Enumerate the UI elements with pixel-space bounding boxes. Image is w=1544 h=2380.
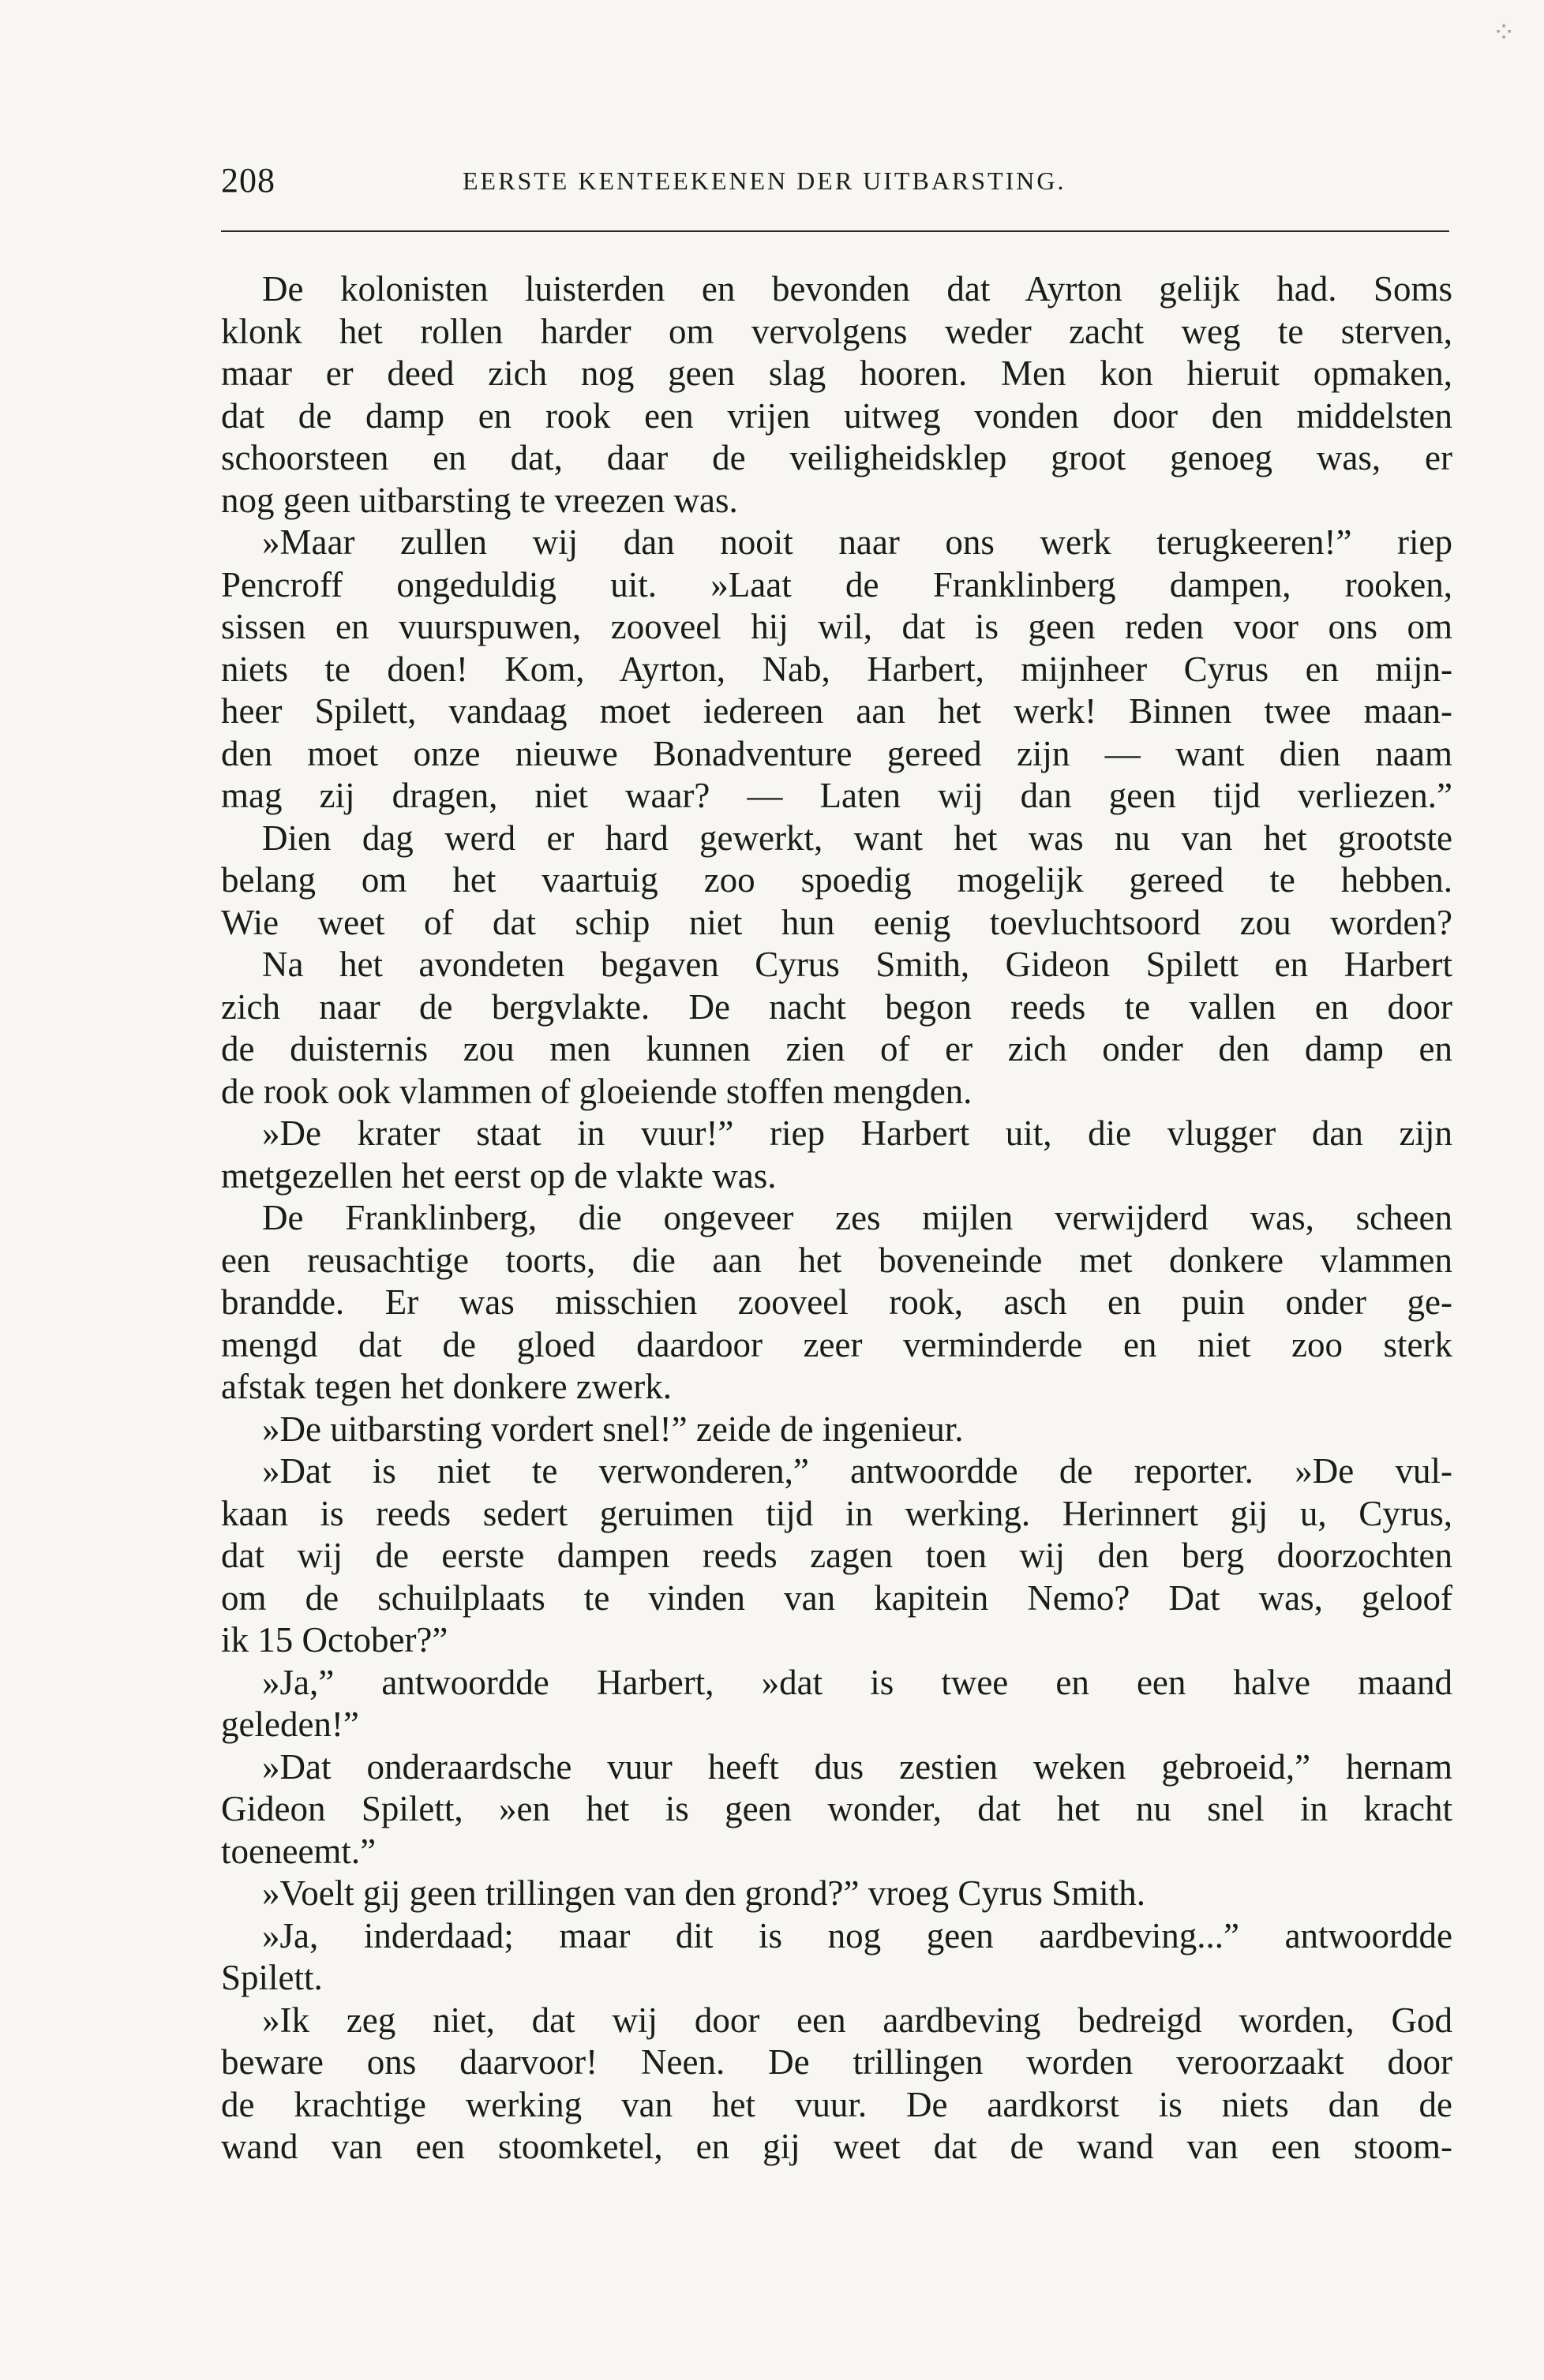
- text-line: »Dat onderaardsche vuur heeft dus zestien weken gebroeid,” hernam: [262, 1746, 1452, 1787]
- text-line: maar er deed zich nog geen slag hooren. Men kon hieruit opmaken,: [221, 354, 1452, 393]
- text-line: metgezellen het eerst op de vlakte was.: [221, 1155, 777, 1196]
- text-line: kaan is reeds sedert geruimen tijd in werking. Herinnert gij u, Cyrus,: [221, 1493, 1452, 1533]
- scan-artifact: ⁘: [1492, 17, 1516, 48]
- text-line: beware ons daarvoor! Neen. De trillingen worden veroorzaakt door: [221, 2042, 1452, 2082]
- text-line: Gideon Spilett, »en het is geen wonder, dat het nu snel in kracht: [221, 1789, 1452, 1828]
- text-line: niets te doen! Kom, Ayrton, Nab, Harbert, mijnheer Cyrus en mijn-: [221, 649, 1452, 689]
- text-line: Pencroff ongeduldig uit. »Laat de Franklinberg dampen, rooken,: [221, 564, 1452, 604]
- text-line: De Franklinberg, die ongeveer zes mijlen verwijderd was, scheen: [262, 1198, 1452, 1237]
- page-number: 208: [221, 161, 275, 200]
- text-line: »Ik zeg niet, dat wij door een aardbeving bedreigd worden, God: [262, 2000, 1452, 2040]
- text-line: geleden!”: [221, 1705, 359, 1744]
- text-line: »Ja, inderdaad; maar dit is nog geen aardbeving...” antwoordde: [262, 1915, 1452, 1955]
- text-line: »Voelt gij geen trillingen van den grond?” vroeg Cyrus Smith.: [262, 1873, 1145, 1913]
- text-line: »Maar zullen wij dan nooit naar ons werk terugkeeren!” riep: [262, 522, 1452, 562]
- header-rule: [221, 230, 1449, 232]
- text-line: om de schuilplaats te vinden van kapitein Nemo? Dat was, geloof: [221, 1577, 1452, 1618]
- text-line: Dien dag werd er hard gewerkt, want het was nu van het grootste: [262, 818, 1452, 858]
- text-line: schoorsteen en dat, daar de veiligheidsklep groot genoeg was, er: [221, 438, 1452, 477]
- text-line: toeneemt.”: [221, 1831, 377, 1871]
- page-header: [221, 160, 1452, 208]
- text-line: de duisternis zou men kunnen zien of er zich onder den damp en: [221, 1029, 1452, 1068]
- text-line: dat wij de eerste dampen reeds zagen toen wij den berg doorzochten: [221, 1536, 1452, 1575]
- text-line: brandde. Er was misschien zooveel rook, asch en puin onder ge-: [221, 1282, 1452, 1322]
- text-line: belang om het vaartuig zoo spoedig mogelijk gereed te hebben.: [221, 860, 1452, 900]
- text-line: Na het avondeten begaven Cyrus Smith, Gideon Spilett en Harbert: [262, 945, 1452, 984]
- text-line: mag zij dragen, niet waar? — Laten wij dan geen tijd verliezen.”: [221, 776, 1452, 815]
- text-line: wand van een stoomketel, en gij weet dat de wand van een stoom-: [221, 2127, 1452, 2166]
- text-line: ik 15 October?”: [221, 1620, 448, 1660]
- text-line: Wie weet of dat schip niet hun eenig toevluchtsoord zou worden?: [221, 902, 1452, 942]
- running-title: EERSTE KENTEEKENEN DER UITBARSTING.: [463, 167, 1066, 195]
- text-line: klonk het rollen harder om vervolgens weder zacht weg te sterven,: [221, 311, 1452, 351]
- text-line: heer Spilett, vandaag moet iedereen aan het werk! Binnen twee maan-: [221, 691, 1452, 731]
- text-line: de krachtige werking van het vuur. De aardkorst is niets dan de: [221, 2084, 1452, 2124]
- text-line: »De uitbarsting vordert snel!” zeide de ingenieur.: [262, 1409, 964, 1449]
- text-line: »Ja,” antwoordde Harbert, »dat is twee en een halve maand: [262, 1662, 1452, 1702]
- text-line: de rook ook vlammen of gloeiende stoffen mengden.: [221, 1071, 972, 1111]
- text-line: dat de damp en rook een vrijen uitweg vonden door den middelsten: [221, 395, 1452, 436]
- text-line: den moet onze nieuwe Bonadventure gereed zijn — want dien naam: [221, 733, 1452, 773]
- text-line: »Dat is niet te verwonderen,” antwoordde de reporter. »De vul-: [262, 1451, 1452, 1491]
- text-line: zich naar de bergvlakte. De nacht begon reeds te vallen en door: [221, 986, 1452, 1027]
- text-line: een reusachtige toorts, die aan het boveneinde met donkere vlammen: [221, 1240, 1452, 1280]
- text-line: nog geen uitbarsting te vreezen was.: [221, 480, 738, 520]
- text-line: »De krater staat in vuur!” riep Harbert uit, die vlugger dan zijn: [262, 1113, 1452, 1153]
- body-text: [221, 268, 1452, 2169]
- text-line: mengd dat de gloed daardoor zeer verminderde en niet zoo sterk: [221, 1324, 1452, 1364]
- text-line: sissen en vuurspuwen, zooveel hij wil, dat is geen reden voor ons om: [221, 607, 1452, 646]
- text-line: afstak tegen het donkere zwerk.: [221, 1367, 672, 1406]
- text-line: De kolonisten luisterden en bevonden dat Ayrton gelijk had. Soms: [262, 269, 1452, 309]
- text-line: Spilett.: [221, 1958, 323, 1997]
